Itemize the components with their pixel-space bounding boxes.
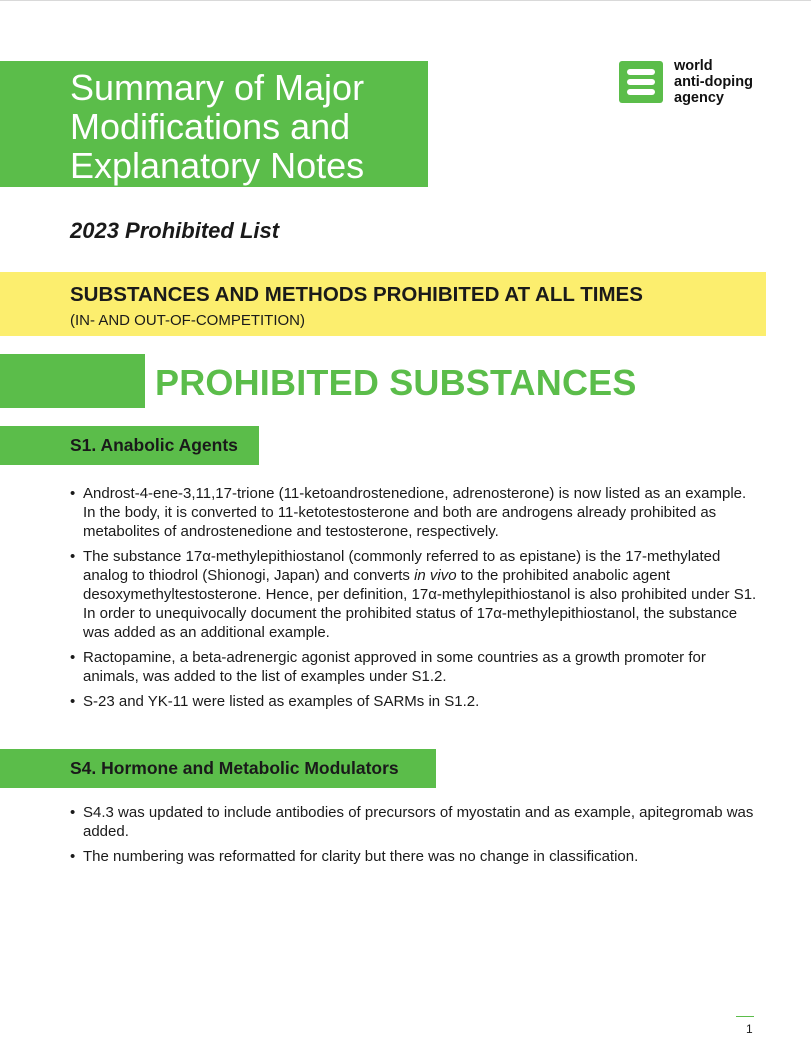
bullet-item (70, 692, 760, 711)
s1-heading: S1. Anabolic Agents (70, 435, 238, 455)
bullet-item (70, 547, 760, 642)
bullet-dot-icon: • (70, 693, 76, 710)
wada-logo (619, 58, 779, 108)
bullet-text: to the prohibited anabolic agent desoxymethyltestosterone. Hence, per definition, 17α-methylepithiostanol is also prohibited under S1. In order to unequivocally document the prohibited status of 17α-methylepithiostanol, the substance was added as an additional example. (83, 567, 757, 641)
title-banner (0, 61, 428, 187)
wada-logo-icon (619, 61, 663, 103)
section-accent-block (0, 354, 145, 408)
wada-logo-text: world anti-doping agency (674, 58, 753, 106)
s4-bullet-list (70, 803, 760, 872)
bullet-text: in vivo (414, 567, 457, 584)
s1-bullet-list (70, 484, 760, 717)
bullet-item (70, 847, 760, 866)
bullet-dot-icon: • (70, 649, 76, 666)
bullet-item (70, 803, 760, 841)
bullet-text: The numbering was reformatted for clarity but there was no change in classification. (83, 848, 639, 865)
page-number: 1 (746, 1022, 753, 1036)
bullet-text: The substance 17α-methylepithiostanol (commonly referred to as epistane) is the 17-methylated analog to thiodrol (Shionogi, Japan) and converts (83, 548, 721, 584)
top-border (0, 0, 811, 1)
banner-heading: SUBSTANCES AND METHODS PROHIBITED AT ALL TIMES (70, 283, 643, 306)
bullet-text: Ractopamine, a beta-adrenergic agonist approved in some countries as a growth promoter for animals, was added to the list of examples under S1.2. (83, 649, 706, 685)
title-line: Summary of Major (70, 67, 365, 108)
bullet-item (70, 484, 760, 541)
bullet-item (70, 648, 760, 686)
title-line: Modifications and (70, 106, 351, 147)
s4-heading: S4. Hormone and Metabolic Modulators (70, 758, 399, 778)
s4-header (0, 749, 436, 788)
bullet-text: Androst-4-ene-3,11,17-trione (11-ketoandrostenedione, adrenosterone) is now listed as an example. In the body, it is converted to 11-ketotestosterone and both are androgens already prohibited as metabolites of androstenedione and testosterone, respectively. (83, 485, 747, 540)
bullet-dot-icon: • (70, 804, 76, 821)
page-number-rule (736, 1016, 754, 1017)
bullet-dot-icon: • (70, 485, 76, 502)
title-line: Explanatory Notes (70, 145, 365, 186)
section-title: PROHIBITED SUBSTANCES (155, 362, 637, 403)
s1-header (0, 426, 259, 465)
banner-subheading: (IN- AND OUT-OF-COMPETITION) (70, 312, 305, 329)
document-subtitle: 2023 Prohibited List (70, 218, 280, 243)
bullet-dot-icon: • (70, 848, 76, 865)
bullet-text: S4.3 was updated to include antibodies of precursors of myostatin and as example, apitegromab was added. (83, 804, 754, 840)
bullet-text: S-23 and YK-11 were listed as examples of SARMs in S1.2. (83, 693, 480, 710)
bullet-dot-icon: • (70, 548, 76, 565)
